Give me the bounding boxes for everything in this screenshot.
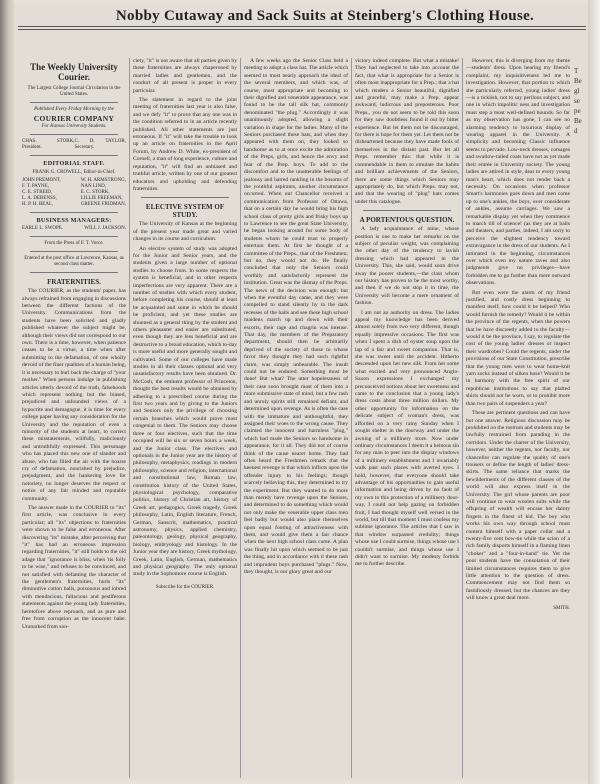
article-title-elective-system: ELECTIVE SYSTEM OF STUDY. (145, 203, 225, 220)
divider (30, 102, 118, 103)
masthead-tagline: The Largest College Journal Circulation in the United States. (27, 86, 121, 97)
article-paragraph: A lady acquaintance of mine, whose position is one to make her remarks on the subject of peculiar weight, was complaining the other day of the tendency to lavish dressing which had appeared in the University. This, she said, would soon drive away the poorer students,—the class whom our history has proven to be the most worthy, and then if we do not stop it in time, the University will become a mere ornament of fashion. (355, 226, 459, 307)
article-title-portentous-question: A PORTENTOUS QUESTION. (359, 216, 455, 225)
column-rule (129, 58, 130, 778)
divider (30, 212, 118, 213)
entered-notice: Entered at the post office at Lawrence, Kansas, as second class matter. (24, 256, 124, 268)
editor-in-chief: FRANK G. CROWELL, Editor-in-Chief. (32, 169, 116, 175)
fragment-letter: Be (574, 117, 582, 125)
officers (22, 139, 126, 151)
article-paragraph: I am not an authority on dress. The ladies appeal my knowledge has been derived almost solely from two very different, though equally impressive occasions. The first was when I spent a dish of oyster soup upon the lap of a fair and sweet companion. That is, she was sweet until the accident. Hitherto descended upon her new silk. From her some what excited and very pronounced Anglo-Saxon expressions I exchanged my preconceived notions about her sweetness and came to the conclusion that a young lady's dress costs about three million dollars. My other opportunity for information on the delicate subject of woman's dress, was afforded on a very rainy Sunday when I sought shelter in the doorway and under the awning of a millinery store. Now under ordinary circumstances I deem it a heinous sin for any man to peer into the display windows of a millinery establishment and I invariably walk past such places with averted eyes. I hold, however, that everyone should take advantage of his opportunities to gain useful information and being driven by no fault of my own to this protection of a millinery door-way, I could not help gazing on forbidden fruit, I had thought myself well versed in the world, but till that moment I must confess my sublime ignorance. The articles that I saw in that window surpassed credulity; things whose use I could surmise, things whose use I couldn't surmise, and things whose use I didn't want to surmise. My modesty forbids me to further describe. (355, 309, 459, 568)
masthead: The Weekly University Courier. (30, 62, 118, 82)
divider (30, 134, 118, 135)
article-title-fraternities: FRATERNITIES. (47, 278, 101, 287)
staff-member: LILLIE FREEMAN, (80, 195, 123, 201)
article-paragraph: A few weeks ago the Senior Class held a meeting to adopt a class hat. The article which seemed to most nearly approach the ideal of the several members, and which was, of course, most appropriate and becoming to their dignified and venerable appearance, was found to be the tall silk hat, commonly denominated "the plug." Accordingly it was unanimously adopted, allowing a slight variation in shape for the ladies. Many of the Seniors purchased these hats, and when they appeared with them on, they looked so handsome as to at once excite the admiration of the Preps, girls, and hence the envy and fear of the Prep. boys. To add to the discomfort and to the unutterable feelings of jealousy and hatred rankling in the bosoms of the youthful aspirants, another circumstance occurred. When our Chancellor received a communication from Professor of Ottawa, that on a certain day he would bring his high school class of pretty girls and frisky boys up to Lawrence to see the great State University, he began looking around for some body of students whom he could trust to properly entertain them. At first he thought of a committee of the Preps., that of the Freshmen; but no, they would not do. He finally concluded that only the Seniors could worthily and satisfactorily represent the institution. Great was the dismay of the Preps. The news of the decision was enough; but when the eventful day came, and they were compelled to stand silently by in the dark recesses of the halls and see these high school maidens march up and down with their escorts, their rage and chagrin was intense. That day, the members of the Preparatory department, should then be arbitrarily deprived of the society of those to whose favor they thought they had such rightful claim, was simply unbearable. The insult could not be endured. Something must be done! But what? The utter hopelessness of their case soon brought most of them into a more submissive state of mind, but a few rash and unruly spirits still remained defiant, and determined upon revenge. As is often the case with the immature and unthoughtful, they assigned their woes to the wrong cause. They claimed the innocent and harmless "plug," which had made the Seniors so handsome in appearance, for it all. They did not of course think of the cause nearer home. They had often heard the Freshmen remark that the keenest revenge is that which inflicts upon the offender injury to his feelings; though scarcely believing this, they determined to try the experiment. But they wanted to do more than merely have revenge upon the Seniors, and determined to do something which would not only make the venerable upper class men feel badly but would also place themselves upon equal footing of attractiveness with them, and would give them a fair chance when the next high school class came. A plan was finally hit upon which seemed to be just the thing, and in accordance with it these rash and imprudent boys purchased "plugs." Now, they thought, is our glory great and our (244, 58, 348, 576)
officer-secretary: C. D. TAYLOR, Secretary. (74, 139, 126, 151)
officer-president: CHAS. STORK, President. (22, 139, 75, 151)
business-managers-heading: BUSINESS MANAGERS: (36, 216, 112, 224)
fragment-letter: se (574, 97, 580, 105)
next-page-edge (588, 0, 600, 784)
article-paragraph: However, this is diverging from my theme—students' dress. Upon hearing my friend's complaint, my inquisitiveness led me to investigation. However, that portion to which she particularly referred, young ladies' dress—is a ticklish, not to say perilous subject, and one in which impolitic ness and investigation must step a most well-defined bounds. So far as my observation has gone, I can see no alarming tendency to luxurious display of wearing apparel in the University. A simplicity and becoming Classic influence seems to pervade. Low-neck dresses, corsages and swallow-tailed coats have not as yet made their entrée in University society. The young ladies are attired in style, dear to every young man's heart, which does not render back a necessity. On occasions when professor Smart's harmonies goes down and men come up to one's ankles, the boys, over considerate of ankles, assume carriages. We saw a remarkable display yet when they commence to march till of science! (as they are at balls and theaters, and parties, indeed, I am sorry to perceive the slightest tendency toward extravagance in the dress of our students. As I intimated in the beginning, circumstances over which even my nature raves and also judgments give no privileges—have forbidden me to go further than mere outward observations. (466, 58, 570, 287)
column-5 (466, 58, 570, 778)
column-2 (133, 58, 237, 778)
column-4 (355, 58, 459, 778)
staff-right (81, 178, 126, 208)
staff-left (22, 178, 61, 208)
article-paragraph: victory indeed complete. But what a mistake! They had neglected to take into account the fact, that what is appropriate for a Senior is often most inappropriate for a Prep.; that a hat which renders a Senior beautiful, dignified and graceful, may make a Prep. appear awkward, ludicrous and preposterous. Poor Preps., you do not seem to be told this soon for they saw doubtless found it out by bitter experience. But let them not be discouraged, for there is hope for them yet. Let them not be disheartened because they have made fools of themselves in the distant past. But let all Preps. remember this: that while it is commendable in them to emulate the habits and brilliant achievements of the Seniors, there are some things which Seniors may appropriately do, but which Preps. may not, and that the wearing of "plug" hats comes under this catalogue. (355, 58, 459, 205)
fragment-letter: d (574, 127, 578, 135)
banner-rule-bottom (18, 29, 586, 30)
business-manager: EARLE L. SWOPE. (22, 226, 64, 232)
divider (30, 236, 118, 237)
article-paragraph: The statement in regard to the joint meeting of fraternities last year is also false, and we defy "it" to prove that any one was in the condition referred to in an article recently published. All other statements are just erroneous. If "it" will take the trouble to look up an article on fraternities in the April Forum, by Andrew D. White, ex-president of Cornell, a man of long experience, culture and reputation, "it" will find an unbiased and truthful article, written by one of our greatest educators and upholding and defending fraternities. (133, 97, 237, 192)
article-paragraph: An elective system of study was adopted for the Junior and Senior years, and the students given a large number of optional studies to choose from. In some respects the system is beneficial, and in other respects imperfections are very apparent. There are a number of studies with which every student, before completing his course, should at least be acquainted and some in which he should be proficient, and yet these studies are shunned as a general thing by the student and others pleasanter and easier are substituted, even though they are less beneficial and are destructive to a broad education, which to-day is more useful and more generally sought and cultivated. Some of our colleges have made studies in all their classes optional and very unsatisfactory results have been obtained. Dr. McCosh, the eminent professor of Princeton, thought the best results would be obtained by adhering to a prescribed course during the first two years and by giving to the Juniors and Seniors only the privilege of choosing certain branches which would prove most congenial to them. The Seniors may choose three or four electives, such that the time occupied will be six or seven hours a week, and the Junior class. The electives and optionals in the Junior year are the history of philosophy, metaphysics, readings in modern philosophy, science and religion, international and constitutional law, Roman law, constitution history of the United States, physiological psychology, comparative politics, history of Christian art, history of Greek art, pedagogics, Greek tragedy, Greek philosophy, Latin, English literature, French, German, Sanscrit, mathematics, practical astronomy, physics, applied chemistry, paleontology, geology, physical geography, biology, embryology and histology. In the Junior year they are history, Greek mythology, Greek, Latin, English, German, mathematics and physical geography. The only optional study in the Sophomore course is English. (133, 245, 237, 578)
column-1 (22, 58, 126, 778)
divider (30, 155, 118, 156)
fragment-letter: T (574, 67, 579, 75)
article-signature: SMITH. (553, 605, 570, 611)
staff-member: JOHN PREMONT, (22, 177, 61, 183)
article-paragraph: The COURIER, as the students' paper, has always refrained from engaging in discussions between the different factions of the University. Communications from the students have been solicited and gladly published whatever the subject might be, although their views did not correspond to our own. There is a time, however, when patience ceases to be a virtue, a time when after submitting to the defamation, of one wholly devoid of the finer qualities of a human being, it is necessary to hurl back the charge of "your mother." When persons indulge in publishing articles utterly devoid of the truth, falsehoods which represent nothing but the biased, prejudiced and unfounded views of a hypocrite and demagogue, it is time for every college paper having any consideration for the University and the reputation of even a minority of the students at heart, to correct these misstatements, willfully, maliciously and untruthfully expressed. This personage who has placed this new one of slander and abuse, who has filled the air with the hoarse cry of defamation, nourished by prejudice, prejudgment, and the hankering love for notoriety, no longer deserves the respect or notice of any fair minded and reputable community. (22, 288, 126, 502)
page-banner: Nobby Cutaway and Sack Suits at Steinberg's Clothing House. (115, 8, 535, 24)
fragment-letter: pe (574, 107, 581, 115)
column-rule (462, 58, 463, 778)
staff-member: L. A. DEBENSS, (22, 195, 57, 201)
press-line: From the Press of F. T. Vorce. (44, 241, 104, 247)
staff-member: W. H. ARMSTRONG, (80, 177, 126, 183)
banner-rule-top (18, 26, 586, 27)
article-paragraph: ciety, "it" is not aware that all parties given by these fraternities are always chaperoned by married ladies and gentlemen, and the conduct of all present is proper in every particular. (133, 58, 237, 94)
business-manager: WILL J. JACKSON. (84, 226, 126, 232)
subscribe-notice: Subscribe for the COURIER. (155, 584, 215, 590)
publisher-name: COURIER COMPANY (33, 114, 115, 123)
column-rule (351, 58, 352, 778)
column-rule (240, 58, 241, 778)
article-paragraph: The University of Kansas at the beginning of the present year made great and varied changes in its course and curriculum. (133, 221, 237, 243)
staff-member: F. T. PAYNE, (22, 183, 49, 189)
staff-member: C. E. STREID, (22, 189, 53, 195)
publisher-audience: For Kansas University Students. (41, 124, 107, 130)
fragment-letter: gl (574, 87, 580, 95)
article-paragraph: The answer made in the COURIER to "its" first article, was conclusive in every particular; all "its" objections to fraternities were shown to be false and erroneous. After discovering "its" mistake, after perceiving that "it" has had an erroneous impression regarding fraternities, "it" still holds to the old adage that "ignorance is bliss, when 'tis folly to be wise," and refuses to be convinced, and not satisfied with defaming the character of the gentlemen's fraternities, hurls "its" diminutive cotton balls, poisonous and inbred with mendacious, fallacious and pestiferous statements against the young lady fraternities, heretofore above reproach, and as pure and free from corruption as the innocent babe. Unmarked from son- (22, 505, 126, 630)
binding-gutter (0, 0, 14, 784)
staff-member: H. P. H. BEAL, (22, 201, 54, 207)
staff-member: GREENE FRIDMAN, (80, 201, 126, 207)
article-paragraph: These are pertinent questions and can have but one answer. Religious discussion may be prohibited on the rostrum and students may be lawfully restrained from parading in the corridors. Under the charter of the University, however, neither the regents, nor faculty, nor chancellor can regulate the quality of one's trousers or define the length of ladies' dress-skirts. The same reliance that marks the bewilderments of the different classes of the world will also express itself in the University. The girl whose parents are poor will continue to wear woolen suits while the offspring of wealth will encase her dainty fingers in the finest of kid. The boy who works his own way through school must content himself with a paper collar and a twenty-five cent bow-tie while the scion of a rich family disports himself in a flaming linen "choker" and a "four-in-hand" tie. Yet the poor students have the consolation of their limited circumstances requires them to give little attention to the question of dress. Commencement may not find them so fastidiously dressed, but the chances are they will know a great deal more. (466, 410, 570, 602)
article-paragraph: But even were the alarm of my friend justified, and costly dress beginning to manifest itself, how could it be helped? Who would furnish the remedy? Would it be within the province of the regents, when the powers that be have discreetly added to the faculty—would it be the province, I say, to regulate the cost of the young ladies' dresses or inspect their wardrobes? Could the regents, under the provisions of our State Constitution, prescribe that the young men were to wear home-knit yarn socks instead of silken hose? Would it be in harmony with the free spirit of our republican institutions to say that plaited shirts should not be worn, or to prohibit more than two pairs of suspenders a year? (466, 289, 570, 407)
next-page-fragment (574, 66, 588, 136)
staff-member: E. C. STORK, (80, 189, 110, 195)
divider (30, 251, 118, 252)
published-line: Published Every Friday Morning by the (34, 107, 114, 112)
divider (30, 272, 118, 273)
fragment-letter: Be (574, 77, 582, 85)
divider (363, 210, 451, 211)
staff-list (22, 178, 126, 208)
column-3 (244, 58, 348, 778)
editorial-staff-heading: EDITORIAL STAFF. (43, 160, 105, 168)
divider (141, 197, 229, 198)
business-managers (22, 226, 126, 232)
staff-member: NAN LIND, (80, 183, 106, 189)
